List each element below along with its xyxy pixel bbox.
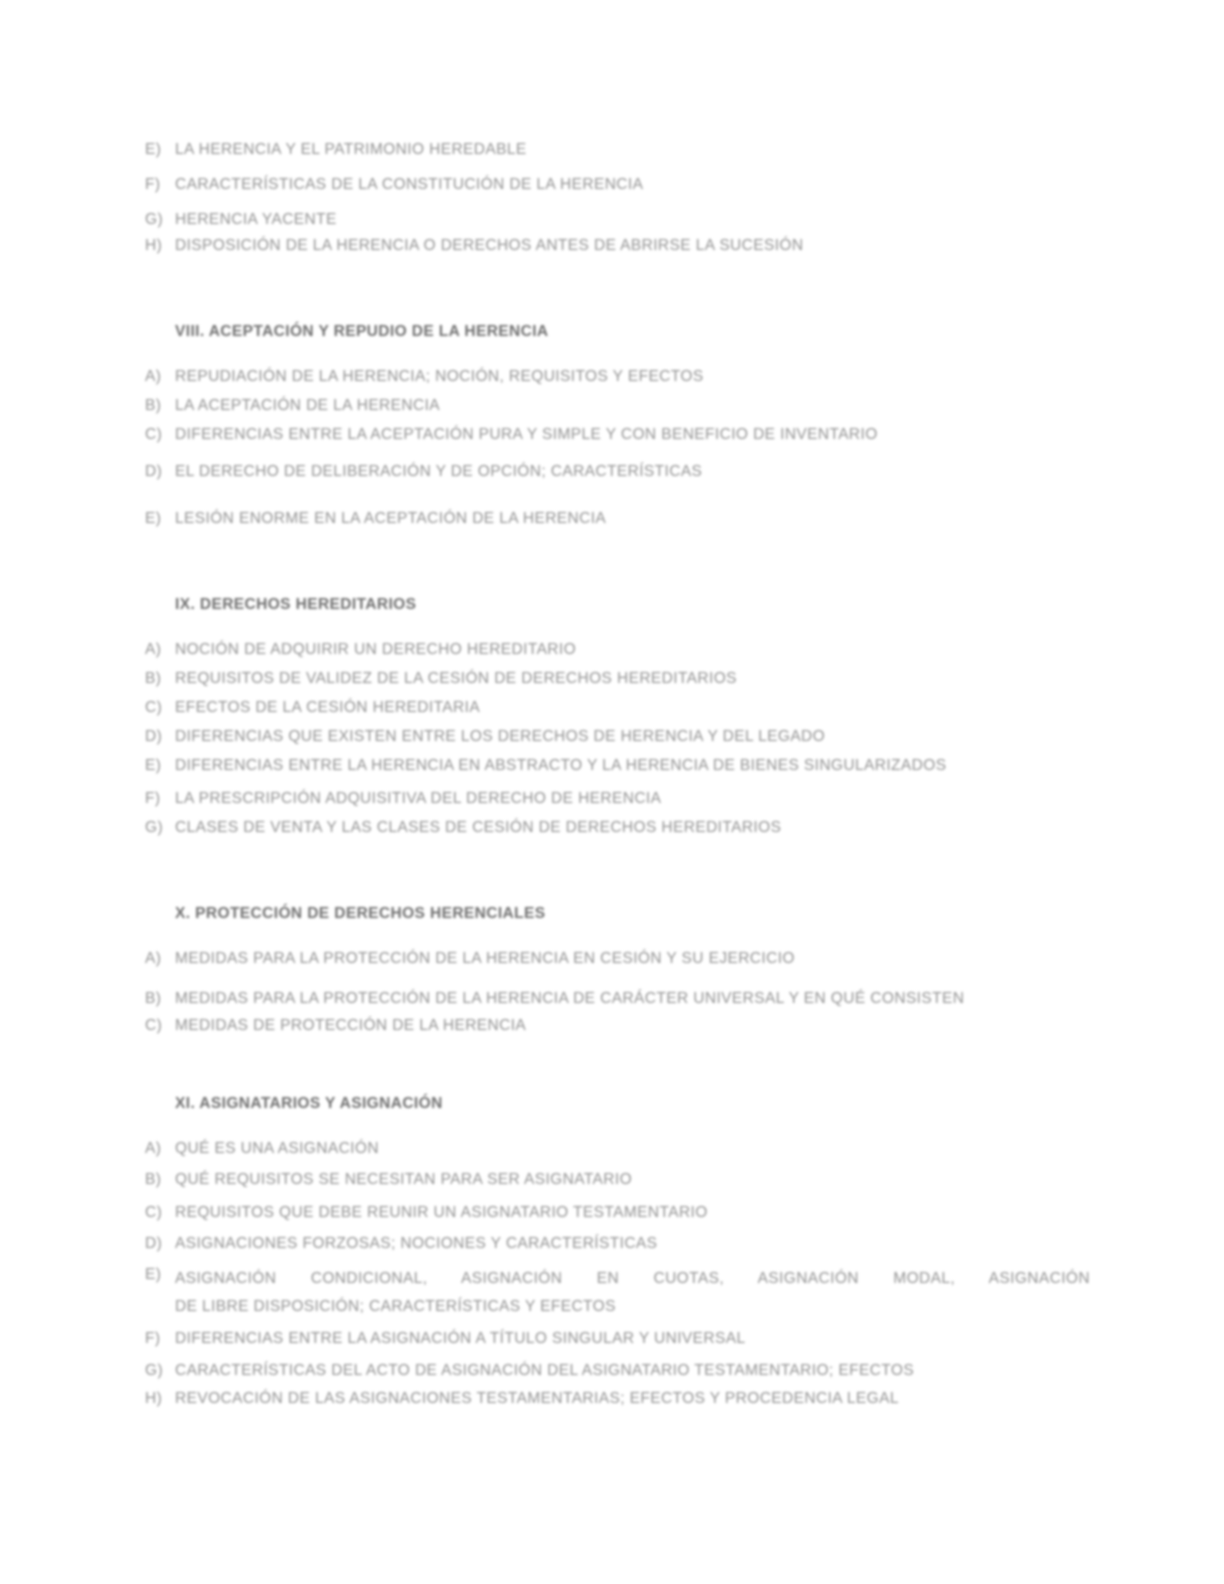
list-item	[145, 175, 1090, 195]
list-item	[145, 1016, 1090, 1036]
item-text: LA ACEPTACIÓN DE LA HERENCIA	[175, 397, 441, 414]
item-marker: E)	[145, 1266, 162, 1283]
document-body	[145, 140, 1090, 1409]
item-marker: G)	[145, 819, 164, 836]
section-list	[145, 1139, 1090, 1409]
item-marker: C)	[145, 699, 163, 716]
item-marker: B)	[145, 1171, 162, 1188]
list-item	[145, 140, 1090, 160]
item-marker: E)	[145, 510, 162, 527]
item-text: DIFERENCIAS ENTRE LA ACEPTACIÓN PURA Y SIMPLE Y CON BENEFICIO DE INVENTARIO	[175, 426, 878, 443]
item-marker: A)	[145, 1140, 162, 1157]
list-item	[145, 949, 1090, 969]
item-marker: D)	[145, 463, 163, 480]
list-item	[145, 640, 1090, 660]
item-text: DIFERENCIAS ENTRE LA HERENCIA EN ABSTRACTO Y LA HERENCIA DE BIENES SINGULARIZADOS	[175, 757, 947, 774]
item-text	[175, 1265, 1090, 1321]
list-item	[145, 669, 1090, 689]
list-item	[145, 1203, 1090, 1223]
item-text: MEDIDAS DE PROTECCIÓN DE LA HERENCIA	[175, 1017, 527, 1034]
list-item	[145, 789, 1090, 809]
list-item	[145, 1361, 1090, 1381]
item-text: REPUDIACIÓN DE LA HERENCIA; NOCIÓN, REQUISITOS Y EFECTOS	[175, 368, 704, 385]
list-item	[145, 1389, 1090, 1409]
item-marker: B)	[145, 990, 162, 1007]
item-text: REQUISITOS DE VALIDEZ DE LA CESIÓN DE DERECHOS HEREDITARIOS	[175, 670, 737, 687]
section-list	[145, 949, 1090, 1036]
section-heading: VIII. ACEPTACIÓN Y REPUDIO DE LA HERENCIA	[175, 323, 549, 340]
item-text: MEDIDAS PARA LA PROTECCIÓN DE LA HERENCIA DE CARÁCTER UNIVERSAL Y EN QUÉ CONSISTEN	[175, 990, 965, 1007]
item-text: NOCIÓN DE ADQUIRIR UN DERECHO HEREDITARIO	[175, 641, 577, 658]
item-marker: A)	[145, 950, 162, 967]
item-text: DISPOSICIÓN DE LA HERENCIA O DERECHOS ANTES DE ABRIRSE LA SUCESIÓN	[175, 237, 804, 254]
list-item	[145, 396, 1090, 416]
item-marker: G)	[145, 211, 164, 228]
item-text: QUÉ REQUISITOS SE NECESITAN PARA SER ASIGNATARIO	[175, 1171, 633, 1188]
item-text: ASIGNACIONES FORZOSAS; NOCIONES Y CARACTERÍSTICAS	[175, 1235, 658, 1252]
item-marker: F)	[145, 1330, 161, 1347]
list-item	[145, 462, 1090, 482]
item-marker: B)	[145, 670, 162, 687]
list-item	[145, 1265, 1090, 1321]
list-item	[145, 367, 1090, 387]
item-marker: D)	[145, 728, 163, 745]
list-item	[145, 509, 1090, 529]
item-marker: G)	[145, 1362, 164, 1379]
item-marker: E)	[145, 757, 162, 774]
item-marker: F)	[145, 790, 161, 807]
list-item	[145, 756, 1090, 776]
item-text: LA PRESCRIPCIÓN ADQUISITIVA DEL DERECHO DE HERENCIA	[175, 790, 662, 807]
section-derechos-hereditarios	[145, 595, 1090, 838]
item-text: CLASES DE VENTA Y LAS CLASES DE CESIÓN DE DERECHOS HEREDITARIOS	[175, 819, 782, 836]
item-text: EFECTOS DE LA CESIÓN HEREDITARIA	[175, 699, 481, 716]
item-text: MEDIDAS PARA LA PROTECCIÓN DE LA HERENCIA EN CESIÓN Y SU EJERCICIO	[175, 950, 795, 967]
item-marker: A)	[145, 368, 162, 385]
item-text: QUÉ ES UNA ASIGNACIÓN	[175, 1140, 379, 1157]
item-text: CARACTERÍSTICAS DE LA CONSTITUCIÓN DE LA HERENCIA	[175, 176, 644, 193]
list-item	[145, 1139, 1090, 1159]
list-item	[145, 1170, 1090, 1190]
list-item	[145, 236, 1090, 256]
list-item	[145, 1234, 1090, 1254]
list-item	[145, 1329, 1090, 1349]
item-text: REVOCACIÓN DE LAS ASIGNACIONES TESTAMENTARIAS; EFECTOS Y PROCEDENCIA LEGAL	[175, 1390, 899, 1407]
list-item	[145, 425, 1090, 445]
item-text-line: ASIGNACIÓN CONDICIONAL, ASIGNACIÓN EN CUOTAS, ASIGNACIÓN MODAL, ASIGNACIÓN	[175, 1270, 1090, 1287]
item-marker: H)	[145, 1390, 163, 1407]
item-marker: B)	[145, 397, 162, 414]
section-heading: IX. DERECHOS HEREDITARIOS	[175, 596, 417, 613]
list-item	[145, 727, 1090, 747]
section-proteccion-derechos	[145, 904, 1090, 1036]
intro-list	[145, 140, 1090, 256]
item-text: DIFERENCIAS QUE EXISTEN ENTRE LOS DERECHOS DE HERENCIA Y DEL LEGADO	[175, 728, 826, 745]
section-list	[145, 367, 1090, 529]
item-marker: A)	[145, 641, 162, 658]
section-heading: XI. ASIGNATARIOS Y ASIGNACIÓN	[175, 1095, 443, 1112]
section-asignatarios	[145, 1094, 1090, 1409]
item-text: DIFERENCIAS ENTRE LA ASIGNACIÓN A TÍTULO SINGULAR Y UNIVERSAL	[175, 1330, 746, 1347]
list-item	[145, 210, 1090, 230]
item-marker: F)	[145, 176, 161, 193]
item-marker: D)	[145, 1235, 163, 1252]
item-text: EL DERECHO DE DELIBERACIÓN Y DE OPCIÓN; CARACTERÍSTICAS	[175, 463, 703, 480]
item-text: REQUISITOS QUE DEBE REUNIR UN ASIGNATARIO TESTAMENTARIO	[175, 1204, 708, 1221]
item-marker: E)	[145, 141, 162, 158]
item-text: LA HERENCIA Y EL PATRIMONIO HEREDABLE	[175, 141, 527, 158]
item-text: HERENCIA YACENTE	[175, 211, 337, 228]
item-text-line: DE LIBRE DISPOSICIÓN; CARACTERÍSTICAS Y EFECTOS	[175, 1298, 616, 1315]
list-item	[145, 698, 1090, 718]
item-marker: C)	[145, 1204, 163, 1221]
section-aceptacion-repudio	[145, 322, 1090, 529]
list-item	[145, 818, 1090, 838]
item-text: LESIÓN ENORME EN LA ACEPTACIÓN DE LA HERENCIA	[175, 510, 607, 527]
item-marker: C)	[145, 426, 163, 443]
item-marker: C)	[145, 1017, 163, 1034]
section-heading: X. PROTECCIÓN DE DERECHOS HERENCIALES	[175, 905, 546, 922]
item-text: CARACTERÍSTICAS DEL ACTO DE ASIGNACIÓN DEL ASIGNATARIO TESTAMENTARIO; EFECTOS	[175, 1362, 915, 1379]
item-marker: H)	[145, 237, 163, 254]
section-list	[145, 640, 1090, 838]
list-item	[145, 989, 1090, 1009]
